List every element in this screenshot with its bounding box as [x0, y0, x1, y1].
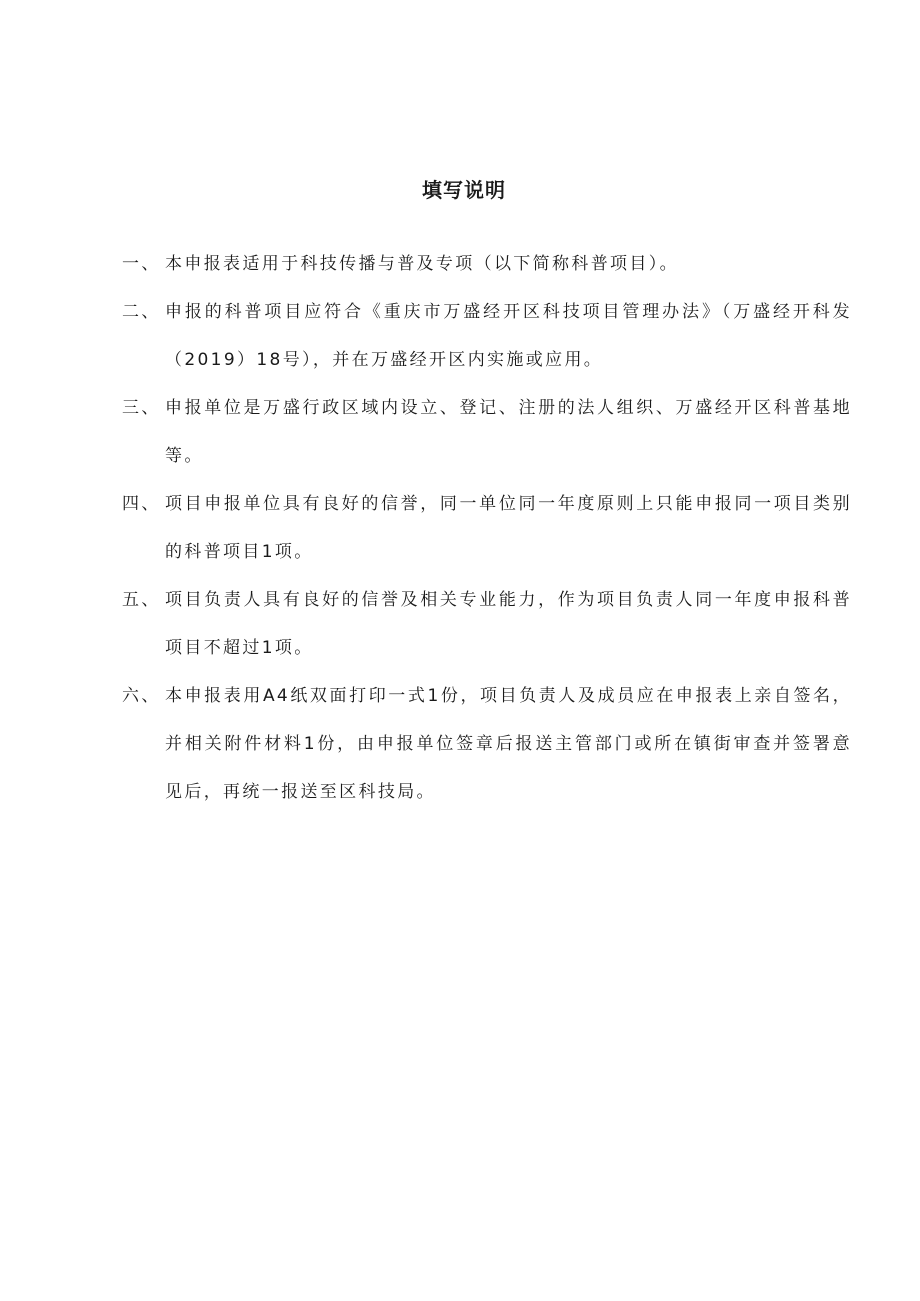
item-number: 二、 [122, 302, 161, 322]
item-text: 本申报表适用于科技传播与普及专项（以下简称科普项目）。 [165, 254, 679, 274]
item-number: 三、 [122, 398, 161, 418]
item-text: 项目申报单位具有良好的信誉，同一单位同一年度原则上只能申报同一项目类别的科普项目1项。 [165, 494, 852, 562]
list-item [122, 384, 852, 480]
list-item [122, 240, 852, 288]
item-text: 申报单位是万盛行政区域内设立、登记、注册的法人组织、万盛经开区科普基地等。 [165, 398, 852, 466]
instruction-list [122, 240, 852, 816]
list-item [122, 288, 852, 384]
list-item [122, 576, 852, 672]
list-item [122, 480, 852, 576]
item-number: 五、 [122, 590, 161, 610]
item-number: 六、 [122, 686, 161, 706]
item-number: 四、 [122, 494, 161, 514]
item-text: 申报的科普项目应符合《重庆市万盛经开区科技项目管理办法》（万盛经开科发（2019）18号），并在万盛经开区内实施或应用。 [165, 302, 852, 370]
document-title: 填写说明 [422, 178, 506, 202]
item-text: 本申报表用A4纸双面打印一式1份，项目负责人及成员应在申报表上亲自签名，并相关附件材料1份，由申报单位签章后报送主管部门或所在镇街审查并签署意见后，再统一报送至区科技局。 [165, 686, 852, 802]
item-text: 项目负责人具有良好的信誉及相关专业能力，作为项目负责人同一年度申报科普项目不超过1项。 [165, 590, 852, 658]
item-number: 一、 [122, 254, 161, 274]
list-item [122, 672, 852, 816]
